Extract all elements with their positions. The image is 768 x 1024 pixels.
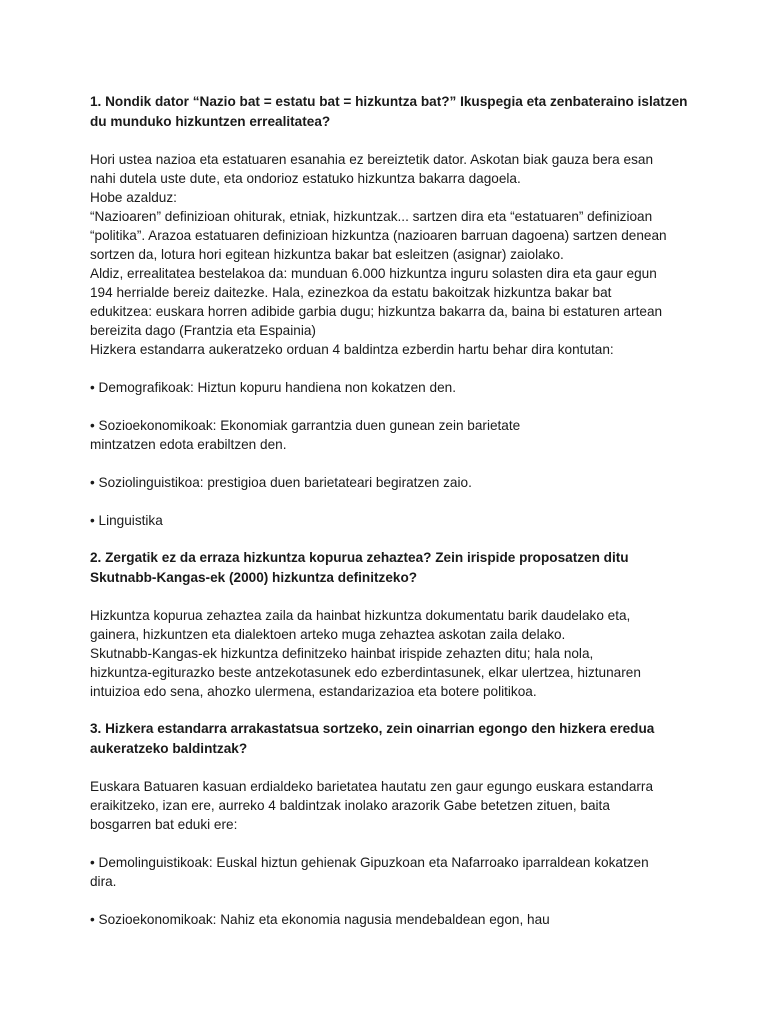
answer-1-line: “Nazioaren” definizioan ohiturak, etniak, hizkuntzak... sartzen dira eta “estatuaren” definizioan — [90, 209, 653, 224]
answer-2 — [90, 606, 690, 701]
question-2-title — [90, 548, 690, 587]
question-3-title-line-2: aukeratzeko baldintzak? — [90, 740, 248, 756]
answer-3-line: Euskara Batuaren kasuan erdialdeko barietatea hautatu zen gaur egungo euskara estandarra — [90, 779, 654, 794]
answer-2-line: intuizioa edo sena, ahozko ulermena, estandarizazioa eta botere politikoa. — [90, 684, 537, 699]
answer-3-line: bosgarren bat eduki ere: — [90, 817, 238, 832]
answer-1-line: Hori ustea nazioa eta estatuaren esanahia ez bereiztetik dator. Askotan biak gauza bera esan — [90, 152, 653, 167]
answer-2-line: Hizkuntza kopurua zehaztea zaila da hainbat hizkuntza dokumentatu barik daudelako eta, — [90, 608, 631, 623]
bullet-linguistika: • Linguistika — [90, 513, 163, 528]
question-1-title — [90, 92, 690, 131]
answer-1-line: bereizita dago (Frantzia eta Espainia) — [90, 323, 316, 338]
bullet-sozioekonomikoak: • Sozioekonomikoak: Ekonomiak garrantzia duen gunean zein barietate — [90, 418, 521, 433]
bullet-demolinguistikoak-cont: dira. — [90, 874, 117, 889]
answer-3-line: eraikitzeko, izan ere, aurreko 4 baldintzak inolako arazorik Gabe betetzen zituen, baita — [90, 798, 610, 813]
bullet-sozioekonomikoak-2: • Sozioekonomikoak: Nahiz eta ekonomia nagusia mendebaldean egon, hau — [90, 912, 550, 927]
answer-3 — [90, 777, 690, 834]
question-3-title-line-1: 3. Hizkera estandarra arrakastatsua sortzeko, zein oinarrian egongo den hizkera eredua — [90, 721, 655, 736]
question-1-title-text: 1. Nondik dator “Nazio bat = estatu bat = hizkuntza bat?” Ikuspegia eta zenbateraino islatzen du munduko hizkuntzen errealitatea? — [90, 94, 688, 129]
bullet-soziolinguistikoa: • Soziolinguistikoa: prestigioa duen barietateari begiratzen zaio. — [90, 475, 472, 490]
question-2-title-line-1: 2. Zergatik ez da erraza hizkuntza kopurua zehaztea? Zein irispide proposatzen ditu — [90, 550, 629, 565]
answer-1-line: nahi dutela uste dute, eta ondorioz estatuko hizkuntza bakarra dagoela. — [90, 171, 521, 186]
answer-2-line: hizkuntza-egiturazko beste antzekotasunek edo ezberdintasunek, elkar ulertzea, hiztunaren — [90, 665, 641, 680]
answer-1-line: Hobe azalduz: — [90, 190, 177, 205]
bullet-demolinguistikoak: • Demolinguistikoak: Euskal hiztun gehienak Gipuzkoan eta Nafarroako iparraldean kokatzen — [90, 855, 649, 870]
answer-1-line: edukitzea: euskara horren adibide garbia dugu; hizkuntza bakarra da, baina bi estaturen artean — [90, 304, 663, 319]
answer-1-line: 194 herrialde bereiz daitezke. Hala, ezinezkoa da estatu bakoitzak hizkuntza bakar bat — [90, 285, 612, 300]
answer-2-line: gainera, hizkuntzen eta dialektoen arteko muga zehaztea askotan zaila delako. — [90, 627, 566, 642]
answer-2-line: Skutnabb-Kangas-ek hizkuntza definitzeko hainbat irispide zehazten ditu; hala nola, — [90, 646, 594, 661]
question-3-title — [90, 719, 690, 758]
bullet-demografikoak: • Demografikoak: Hiztun kopuru handiena non kokatzen den. — [90, 380, 456, 395]
answer-1-line: sortzen da, lotura hori egitean hizkuntza bakar bat esleitzen (asignar) zaiolako. — [90, 247, 564, 262]
answer-1-line: Aldiz, errealitatea bestelakoa da: munduan 6.000 hizkuntza inguru solasten dira eta gaur egun — [90, 266, 657, 281]
bullet-sozioekonomikoak-cont: mintzatzen edota erabiltzen den. — [90, 437, 287, 452]
question-2-title-line-2: Skutnabb-Kangas-ek (2000) hizkuntza definitzeko? — [90, 569, 418, 585]
answer-1 — [90, 150, 690, 359]
answer-1-line: “politika”. Arazoa estatuaren definizioan hizkuntza (nazioaren barruan dagoena) sartzen denean — [90, 228, 667, 243]
document-content — [90, 92, 690, 929]
answer-1-line: Hizkera estandarra aukeratzeko orduan 4 baldintza ezberdin hartu behar dira kontutan: — [90, 342, 614, 357]
